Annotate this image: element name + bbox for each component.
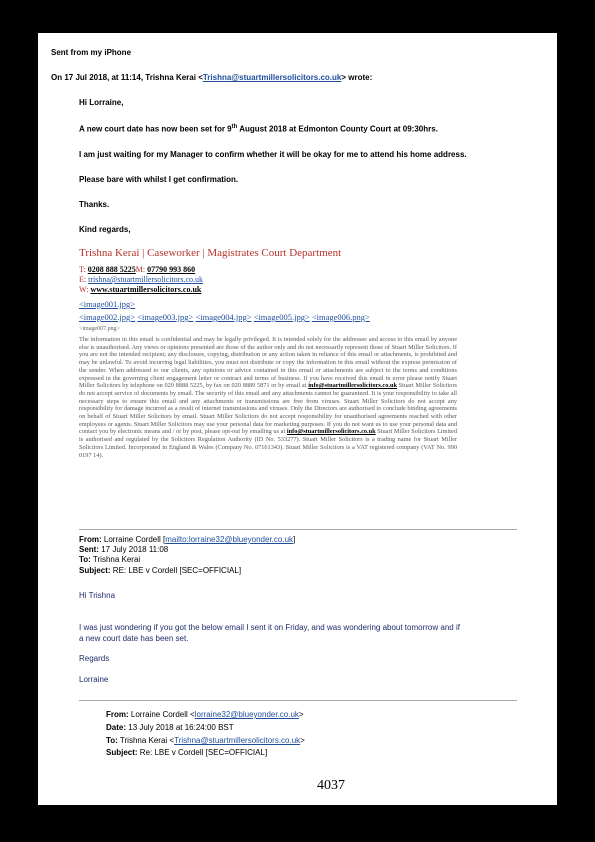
email3-from <box>106 710 304 719</box>
kind-regards: Kind regards, <box>79 225 131 234</box>
web-label: W: <box>79 285 89 294</box>
email2-subject-value: RE: LBE v Cordell [SEC=OFFICIAL] <box>110 566 242 575</box>
email-label: E: <box>79 275 87 284</box>
email2-from-value: Lorraine Cordell [ <box>101 535 166 544</box>
email3-from-end: > <box>298 710 304 719</box>
email2-body-line1: I was just wondering if you got the below email I sent it on Friday, and was wondering about tomorrow and if <box>79 623 460 632</box>
signature-web-link[interactable]: www.stuartmillersolicitors.co.uk <box>90 285 202 294</box>
document-page <box>38 33 557 805</box>
email2-to-label: To: <box>79 555 91 564</box>
image006-link[interactable]: <image006.png> <box>311 312 370 322</box>
body1-pre: A new court date has now been set for 9 <box>79 124 232 134</box>
email3-subject <box>106 748 267 757</box>
wrote-line <box>51 73 372 82</box>
email2-to-value: Trishna Kerai <box>90 555 141 564</box>
thanks: Thanks. <box>79 200 110 209</box>
body1-post: August 2018 at Edmonton County Court at 09:30hrs. <box>237 124 438 134</box>
email2-regards: Regards <box>79 654 110 663</box>
email2-body-line2: a new court date has been set. <box>79 634 189 643</box>
email2-greeting: Hi Trishna <box>79 591 116 600</box>
divider-2 <box>79 700 517 701</box>
body-bare-with: Please bare with whilst I get confirmation. <box>79 175 239 184</box>
page-number: 4037 <box>317 778 345 793</box>
email2-name: Lorraine <box>79 675 109 684</box>
signature-title: Trishna Kerai | Caseworker | Magistrates Court Department <box>79 247 342 259</box>
disclaimer-part3: Stuart Miller Solicitors Limited is authorised and regulated by the Solicitors Regulation Authority (ID No. 533277). Stuart Miller Solicitors is a trading name for Stuart Miller Solicitors Limited. Incorporated in England & Wales (Company No. 07161343). Stuart Miller Solicitors is a VAT registered company (VAT No. 990 0197 14). <box>79 428 458 459</box>
email3-date-value: 13 July 2018 at 16:24:00 BST <box>126 723 234 732</box>
wrote-prefix: On 17 Jul 2018, at 11:14, Trishna Kerai < <box>51 73 203 82</box>
email2-from-label: From: <box>79 535 102 544</box>
image007-placeholder: <image007.png> <box>79 326 120 332</box>
image001-link[interactable]: <image001.jpg> <box>79 299 136 309</box>
divider-1 <box>79 529 517 530</box>
legal-disclaimer <box>79 336 457 459</box>
disclaimer-part2: Stuart Miller Solicitors do not accept service of documents by email. The security of this email and any attachments cannot be guaranteed. It is your responsibility to take all necessary steps to ensure this email and any attachments or transmissions are free from viruses. Stuart Miller Solicitors do not accept any responsibility for damage incurred as a result of internet transmissions and viruses. Only the Directors are authorised to conclude binding agreements on behalf of Stuart Miller Solicitors by email. Stuart Miller Solicitors do not accept responsibility for unauthorised agreements reached with other employees or agents. Stuart Miller Solicitors may use your personal data for marketing purposes. If you do not want us to use your personal data and contact you by electronic means and / or by post, please opt-out by emailing us at <box>79 382 457 436</box>
email3-to <box>106 736 305 745</box>
body1-sup: th <box>231 124 238 130</box>
disclaimer-email-link-1[interactable]: info@stuartmillersolicitors.co.uk <box>308 382 397 390</box>
signature-email-link[interactable]: trishna@stuartmillersolicitors.co.uk <box>88 275 204 284</box>
signature-web-line <box>79 285 201 294</box>
email2-from <box>79 535 295 544</box>
phone-value[interactable]: 0208 888 5225 <box>87 265 136 274</box>
sender-email-link[interactable]: Trishna@stuartmillersolicitors.co.uk <box>202 73 342 82</box>
image-links-row <box>79 312 370 322</box>
mobile-label: M: <box>135 265 146 274</box>
email3-to-link[interactable]: Trishna@stuartmillersolicitors.co.uk <box>174 736 301 745</box>
email2-sent-label: Sent: <box>79 545 99 554</box>
email3-subject-label: Subject: <box>106 748 138 757</box>
image002-link[interactable]: <image002.jpg> <box>79 312 136 322</box>
email2-from-end: ] <box>293 535 296 544</box>
greeting: Hi Lorraine, <box>79 98 124 107</box>
email3-date <box>106 723 234 732</box>
mobile-value[interactable]: 07790 993 860 <box>147 265 196 274</box>
signature-email-line <box>79 275 203 284</box>
email3-to-label: To: <box>106 736 118 745</box>
email2-subject <box>79 566 241 575</box>
body-court-date <box>79 124 438 134</box>
disclaimer-part1: The information in this email is confidential and may be legally privileged. It is intended solely for the addressee and access to this email by anyone else is unauthorised. Any views or opinions presented are those of the author only and do not necessarily represent those of Stuart Miller Solicitors. If you are not the intended recipient; any disclosure, copying, distribution or any action taken in reliance of this email or attachments, is prohibited and may be unlawful. To avoid incurring legal liabilities, you must not distribute or copy the information in this email without the express permission of the sender. When addressed to our clients, any opinions or advice contained in this email or attachments are subject to the terms and conditions expressed in the governing client engagement letter or contract and terms of business. If you have received this email in error please notify Stuart Miller Solicitors by telephone on 020 8888 5225, by fax on 020 8889 5871 or by email at <box>79 336 457 390</box>
email3-from-value: Lorraine Cordell < <box>128 710 195 719</box>
image005-link[interactable]: <image005.jpg> <box>253 312 310 322</box>
email2-to <box>79 555 140 564</box>
image003-link[interactable]: <image003.jpg> <box>137 312 194 322</box>
email3-subject-value: Re: LBE v Cordell [SEC=OFFICIAL] <box>137 748 268 757</box>
email2-sent-value: 17 July 2018 11:08 <box>99 545 169 554</box>
email3-to-value: Trishna Kerai < <box>117 736 175 745</box>
body-manager: I am just waiting for my Manager to confirm whether it will be okay for me to attend his home address. <box>79 150 467 159</box>
disclaimer-email-link-2[interactable]: info@stuartmillersolicitors.co.uk <box>286 428 376 436</box>
email3-to-end: > <box>300 736 305 745</box>
email2-sent <box>79 545 168 554</box>
wrote-suffix: > wrote: <box>341 73 373 82</box>
email3-from-label: From: <box>106 710 129 719</box>
signature-phone-line <box>79 265 195 274</box>
email3-from-link[interactable]: lorraine32@blueyonder.co.uk <box>194 710 299 719</box>
sent-from-iphone: Sent from my iPhone <box>51 48 132 57</box>
image004-link[interactable]: <image004.jpg> <box>195 312 252 322</box>
email2-mailto-link[interactable]: mailto:lorraine32@blueyonder.co.uk <box>165 535 294 544</box>
email3-date-label: Date: <box>106 723 127 732</box>
email2-subject-label: Subject: <box>79 566 111 575</box>
phone-label: T: <box>79 265 86 274</box>
